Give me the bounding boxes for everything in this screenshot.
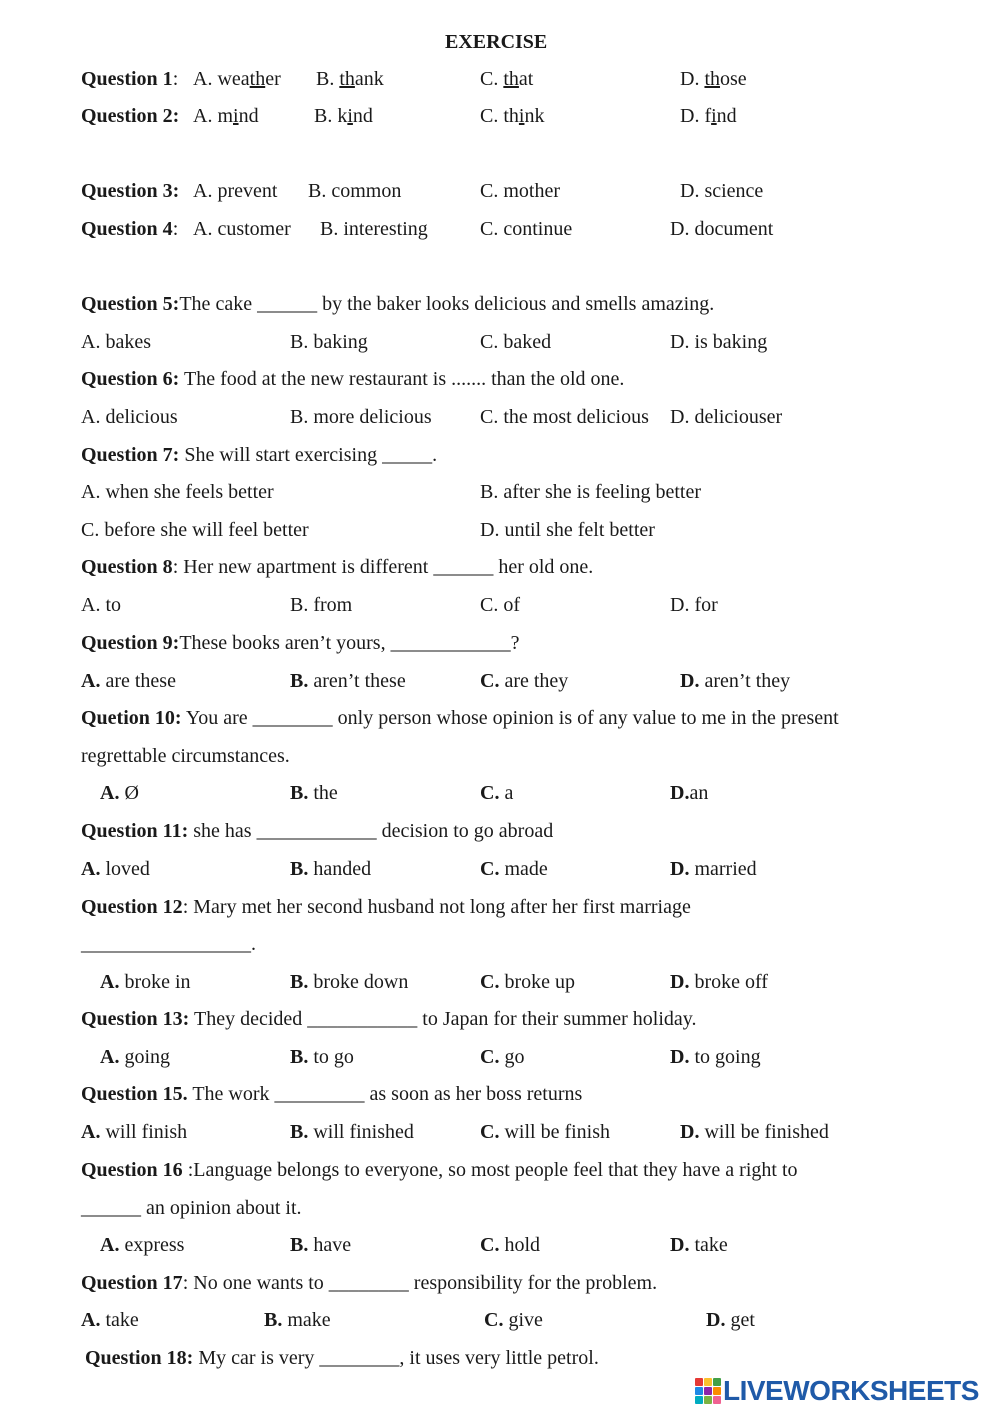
question-6-stem: Question 6: The food at the new restaurant is ....... than the old one. bbox=[81, 368, 625, 390]
question-3-option-b: B. common bbox=[308, 180, 402, 202]
question-9-option-c: C. are they bbox=[480, 670, 569, 692]
question-11-stem: Question 11: she has ____________ decision to go abroad bbox=[81, 820, 554, 842]
question-8-option-a: A. to bbox=[81, 594, 121, 616]
question-13-stem: Question 13: They decided ___________ to Japan for their summer holiday. bbox=[81, 1008, 697, 1030]
question-17-stem: Question 17: No one wants to ________ responsibility for the problem. bbox=[81, 1272, 658, 1294]
liveworksheets-logo-icon bbox=[695, 1378, 721, 1404]
question-2-option-c: C. think bbox=[480, 105, 545, 127]
question-3-option-d: D. science bbox=[680, 180, 764, 202]
question-2-option-a: A. mind bbox=[193, 105, 259, 127]
question-7-option-b: B. after she is feeling better bbox=[480, 481, 702, 503]
question-7-option-d: D. until she felt better bbox=[480, 519, 655, 541]
question-10-option-a: A. Ø bbox=[100, 782, 139, 804]
question-9-option-b: B. aren’t these bbox=[290, 670, 406, 692]
question-4-option-d: D. document bbox=[670, 218, 774, 240]
question-2-option-d: D. find bbox=[680, 105, 737, 127]
question-6-option-c: C. the most delicious bbox=[480, 406, 649, 428]
question-5-option-c: C. baked bbox=[480, 331, 552, 353]
question-8-option-b: B. from bbox=[290, 594, 353, 616]
question-10-option-b: B. the bbox=[290, 782, 338, 804]
question-7-option-a: A. when she feels better bbox=[81, 481, 274, 503]
question-10-stem: Quetion 10: You are ________ only person whose opinion is of any value to me in the present bbox=[81, 707, 839, 729]
brand-wordmark: LIVEWORKSHEETS bbox=[723, 1375, 979, 1406]
question-12-option-d: D. broke off bbox=[670, 971, 768, 993]
question-16-option-c: C. hold bbox=[480, 1234, 541, 1256]
question-12-option-b: B. broke down bbox=[290, 971, 409, 993]
question-5-stem: Question 5:The cake ______ by the baker looks delicious and smells amazing. bbox=[81, 293, 715, 315]
question-13-option-c: C. go bbox=[480, 1046, 525, 1068]
question-15-stem: Question 15. The work _________ as soon as her boss returns bbox=[81, 1083, 583, 1105]
question-3-option-a: A. prevent bbox=[193, 180, 278, 202]
question-9-option-d: D. aren’t they bbox=[680, 670, 791, 692]
question-8-stem: Question 8: Her new apartment is different ______ her old one. bbox=[81, 556, 594, 578]
question-11-option-c: C. made bbox=[480, 858, 548, 880]
question-16-stem: Question 16 :Language belongs to everyone, so most people feel that they have a right to bbox=[81, 1159, 798, 1181]
question-5-option-d: D. is baking bbox=[670, 331, 768, 353]
question-8-option-c: C. of bbox=[480, 594, 520, 616]
question-10-option-c: C. a bbox=[480, 782, 514, 804]
question-5-option-a: A. bakes bbox=[81, 331, 151, 353]
question-17-option-a: A. take bbox=[81, 1309, 139, 1331]
question-13-option-a: A. going bbox=[100, 1046, 171, 1068]
question-7-option-c: C. before she will feel better bbox=[81, 519, 309, 541]
question-15-option-d: D. will be finished bbox=[680, 1121, 829, 1143]
question-10-option-d: D.an bbox=[670, 782, 709, 804]
question-3-option-c: C. mother bbox=[480, 180, 560, 202]
question-13-option-b: B. to go bbox=[290, 1046, 354, 1068]
question-1-option-a: A. weather bbox=[193, 68, 281, 90]
question-6-option-d: D. deliciouser bbox=[670, 406, 783, 428]
question-4-option-a: A. customer bbox=[193, 218, 291, 240]
question-17-option-c: C. give bbox=[484, 1309, 543, 1331]
question-4-option-c: C. continue bbox=[480, 218, 573, 240]
question-17-option-d: D. get bbox=[706, 1309, 755, 1331]
question-1-option-d: D. those bbox=[680, 68, 747, 90]
question-7-stem: Question 7: She will start exercising _____. bbox=[81, 444, 438, 466]
liveworksheets-brand[interactable] bbox=[695, 1375, 979, 1407]
question-15-option-c: C. will be finish bbox=[480, 1121, 610, 1143]
question-2-option-b: B. kind bbox=[314, 105, 373, 127]
question-13-option-d: D. to going bbox=[670, 1046, 761, 1068]
question-5-option-b: B. baking bbox=[290, 331, 368, 353]
question-1-option-b: B. thank bbox=[316, 68, 384, 90]
question-12-stem: Question 12: Mary met her second husband not long after her first marriage bbox=[81, 896, 691, 918]
question-9-option-a: A. are these bbox=[81, 670, 176, 692]
question-16-option-b: B. have bbox=[290, 1234, 352, 1256]
question-4-option-b: B. interesting bbox=[320, 218, 428, 240]
question-3-label: Question 3: bbox=[81, 180, 180, 202]
question-1-label: Question 1: bbox=[81, 68, 179, 90]
question-1-option-c: C. that bbox=[480, 68, 534, 90]
question-17-option-b: B. make bbox=[264, 1309, 331, 1331]
question-16-option-d: D. take bbox=[670, 1234, 728, 1256]
question-15-option-b: B. will finished bbox=[290, 1121, 414, 1143]
question-12-option-c: C. broke up bbox=[480, 971, 575, 993]
question-8-option-d: D. for bbox=[670, 594, 718, 616]
question-18-stem: Question 18: My car is very ________, it uses very little petrol. bbox=[85, 1347, 599, 1369]
question-6-option-b: B. more delicious bbox=[290, 406, 432, 428]
question-11-option-a: A. loved bbox=[81, 858, 150, 880]
question-6-option-a: A. delicious bbox=[81, 406, 178, 428]
question-16-stem-continued: ______ an opinion about it. bbox=[81, 1197, 302, 1219]
question-9-stem: Question 9:These books aren’t yours, ____________? bbox=[81, 632, 520, 654]
question-4-label: Question 4: bbox=[81, 218, 179, 240]
question-12-option-a: A. broke in bbox=[100, 971, 191, 993]
question-2-label: Question 2: bbox=[81, 105, 180, 127]
question-15-option-a: A. will finish bbox=[81, 1121, 188, 1143]
question-11-option-d: D. married bbox=[670, 858, 757, 880]
question-11-option-b: B. handed bbox=[290, 858, 372, 880]
page-title: EXERCISE bbox=[445, 31, 548, 53]
question-16-option-a: A. express bbox=[100, 1234, 185, 1256]
question-10-stem-continued: regrettable circumstances. bbox=[81, 745, 290, 767]
question-12-blank: _________________. bbox=[81, 933, 256, 955]
